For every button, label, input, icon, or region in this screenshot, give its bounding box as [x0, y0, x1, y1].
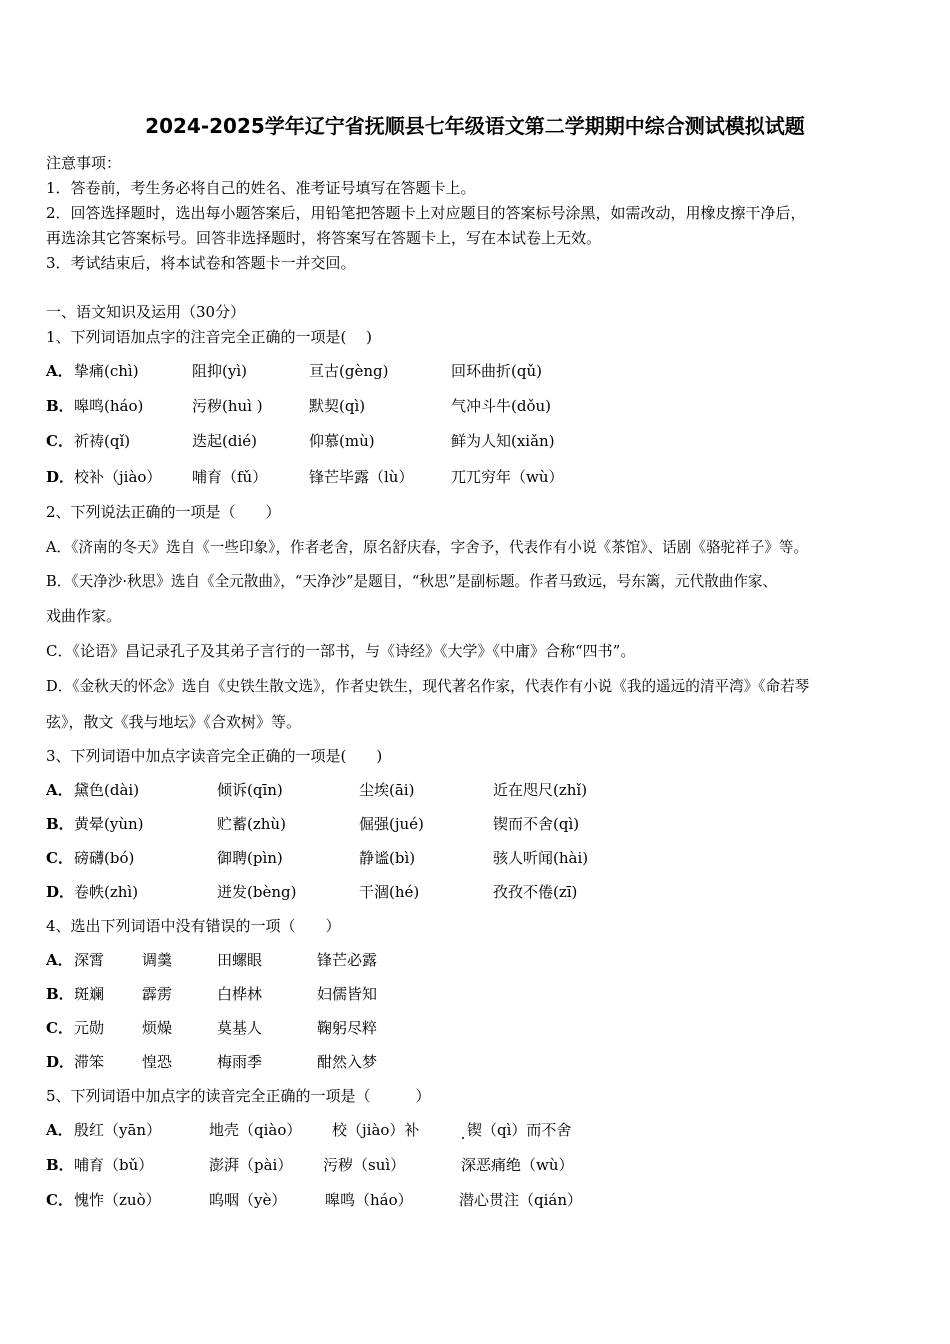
question-1-stem: 1、下列词语加点字的注音完全正确的一项是( ) [46, 328, 373, 346]
option-word: 近在咫尺(zhǐ) [493, 781, 588, 799]
q2-option-b-line1: B．《天净沙·秋思》选自《全元散曲》，“天净沙”是题目，“秋思”是副标题。作者马致远，号东篱，元代散曲作家、 [46, 573, 778, 590]
option-word: 静谧(bì) [359, 849, 416, 867]
option-word: 校（jiào）补 [332, 1121, 420, 1139]
option-word: 妇儒皆知 [317, 985, 378, 1003]
option-word: 斑斓 [74, 985, 105, 1003]
option-letter: D． [46, 1053, 75, 1071]
option-word: 亘古(gèng) [309, 362, 389, 380]
option-word: 澎湃（pài） [209, 1156, 293, 1174]
option-word: 污秽（suì） [323, 1156, 406, 1174]
option-word: 默契(qì) [309, 397, 366, 415]
option-word: 黄晕(yùn) [74, 815, 144, 833]
option-word: 贮蓄(zhù) [217, 815, 286, 833]
option-word: 磅礴(bó) [74, 849, 135, 867]
option-word: 阻抑(yì) [192, 362, 247, 380]
option-word: 嗥鸣(háo) [74, 397, 144, 415]
option-word: 锲（qì）而不舍 [467, 1121, 572, 1139]
option-word: 霹雳 [142, 985, 173, 1003]
q2-option-c: C．《论语》昌记录孔子及其弟子言行的一部书，与《诗经》《大学》《中庸》合称“四书”。 [46, 642, 636, 660]
option-word: 孜孜不倦(zī) [493, 883, 578, 901]
option-word: 惶恐 [142, 1053, 173, 1071]
option-letter: B． [46, 1156, 74, 1174]
q2-option-b-line2: 戏曲作家。 [46, 607, 122, 625]
option-letter: A． [46, 781, 73, 799]
option-letter: A． [46, 951, 73, 969]
option-word: 回环曲折(qǔ) [451, 362, 542, 380]
option-word: 迭起(dié) [192, 432, 257, 450]
option-word: 殷红（yān） [74, 1121, 162, 1139]
option-letter: C． [46, 849, 73, 867]
question-4-stem: 4、选出下列词语中没有错误的一项（ ） [46, 917, 341, 935]
q2-option-d-line1: D．《金秋天的怀念》选自《史铁生散文选》，作者史铁生，现代著名作家，代表作有小说《我的遥远的清平湾》《命若琴 [46, 678, 810, 695]
option-word: 呜咽（yè） [209, 1191, 287, 1209]
q2-option-d-line2: 弦》，散文《我与地坛》《合欢树》等。 [46, 713, 302, 731]
option-word: 愧怍（zuò） [74, 1191, 161, 1209]
option-word: 锲而不舍(qì) [493, 815, 580, 833]
note-3: 3．考试结束后，将本试卷和答题卡一并交回。 [46, 254, 356, 272]
option-word: 鞠躬尽粹 [317, 1019, 378, 1037]
option-letter: B． [46, 397, 74, 415]
option-word: 黛色(dài) [74, 781, 140, 799]
option-word: 潜心贯注（qián） [459, 1191, 583, 1209]
option-word: 校补（jiào） [74, 468, 162, 486]
note-2a: 2．回答选择题时，选出每小题答案后，用铅笔把答题卡上对应题目的答案标号涂黑，如需改动，用橡皮擦干净后， [46, 204, 806, 222]
option-letter: D． [46, 883, 75, 901]
q2-option-a: A．《济南的冬天》选自《一些印象》，作者老舍，原名舒庆春，字舍予，代表作有小说《茶馆》、话剧《骆驼祥子》等。 [46, 539, 809, 556]
option-word: 锋芒必露 [317, 951, 378, 969]
option-word: 调羹 [142, 951, 173, 969]
question-5-stem: 5、下列词语中加点字的读音完全正确的一项是（ ） [46, 1087, 431, 1105]
option-letter: B． [46, 985, 74, 1003]
section-heading: 一、语文知识及运用（30分） [46, 303, 246, 321]
option-word: 地壳（qiào） [209, 1121, 302, 1139]
option-letter: A． [46, 362, 73, 380]
option-word: 挚痛(chì) [74, 362, 139, 380]
option-word: 白桦林 [217, 985, 263, 1003]
option-word: 鲜为人知(xiǎn) [451, 432, 555, 450]
page-title: 2024-2025学年辽宁省抚顺县七年级语文第二学期期中综合测试模拟试题 [145, 114, 805, 138]
option-word: 倾诉(qīn) [217, 781, 283, 799]
option-word: 梅雨季 [217, 1053, 263, 1071]
option-letter: C． [46, 1191, 73, 1209]
option-letter: C． [46, 1019, 73, 1037]
option-word: 滞笨 [74, 1053, 105, 1071]
option-word: 祈祷(qǐ) [74, 432, 131, 450]
option-word: 田螺眼 [217, 951, 263, 969]
option-word: 兀兀穷年（wù） [451, 468, 564, 486]
option-word: 尘埃(āi) [359, 781, 415, 799]
option-word: 锋芒毕露（lù） [309, 468, 414, 486]
option-word: 酣然入梦 [317, 1053, 378, 1071]
note-1: 1．答卷前，考生务必将自己的姓名、准考证号填写在答题卡上。 [46, 179, 476, 197]
option-word: 深恶痛绝（wù） [461, 1156, 574, 1174]
emphasis-dot [462, 1137, 464, 1139]
option-letter: A． [46, 1121, 73, 1139]
option-word: 干涸(hé) [359, 883, 420, 901]
option-word: 污秽(huì ) [192, 397, 263, 415]
option-word: 卷帙(zhì) [74, 883, 139, 901]
option-word: 气冲斗牛(dǒu) [451, 397, 551, 415]
option-word: 烦燥 [142, 1019, 173, 1037]
question-2-stem: 2、下列说法正确的一项是（ ） [46, 503, 281, 521]
option-word: 元勋 [74, 1019, 105, 1037]
option-word: 嗥鸣（háo） [325, 1191, 413, 1209]
option-word: 御聘(pìn) [217, 849, 283, 867]
option-word: 哺育（bǔ） [74, 1156, 154, 1174]
option-word: 深霄 [74, 951, 105, 969]
note-2b: 再选涂其它答案标号。回答非选择题时，将答案写在答题卡上，写在本试卷上无效。 [46, 229, 602, 247]
option-letter: D． [46, 468, 75, 486]
notes-heading: 注意事项： [46, 154, 122, 172]
option-word: 哺育（fǔ） [192, 468, 268, 486]
option-word: 迸发(bèng) [217, 883, 297, 901]
option-word: 仰慕(mù) [309, 432, 375, 450]
option-letter: C． [46, 432, 73, 450]
option-word: 倔强(jué) [359, 815, 424, 833]
option-word: 莫基人 [217, 1019, 263, 1037]
option-letter: B． [46, 815, 74, 833]
option-word: 骇人听闻(hài) [493, 849, 589, 867]
question-3-stem: 3、下列词语中加点字读音完全正确的一项是( ) [46, 747, 383, 765]
